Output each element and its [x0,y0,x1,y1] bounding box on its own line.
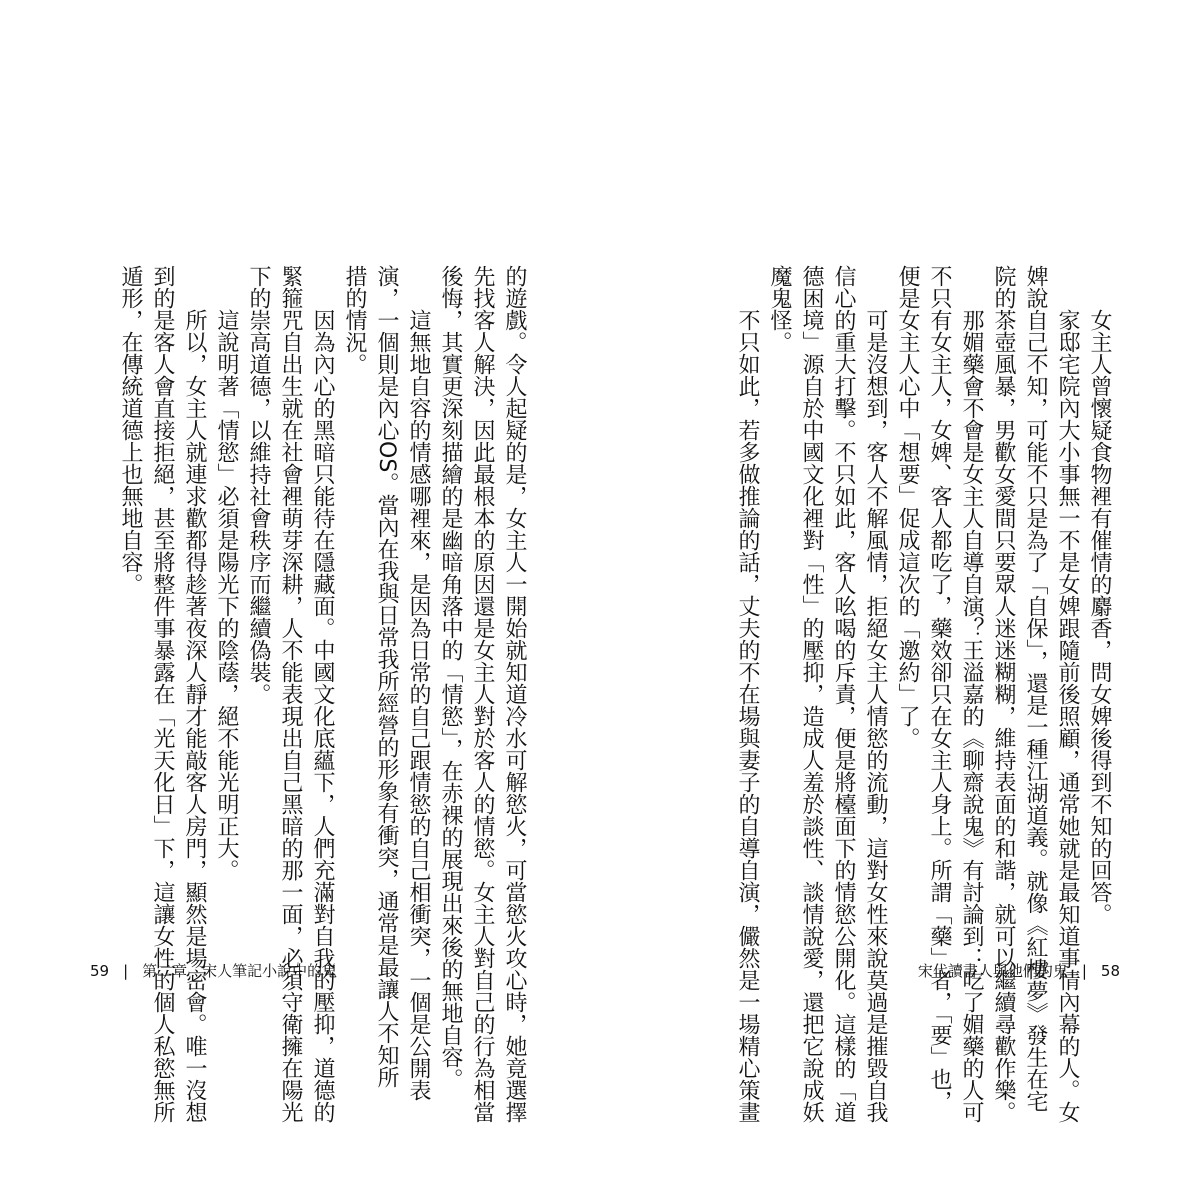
text-column: 這說明著「情慾」必須是陽光下的陰蔭，絕不能光明正大。 [214,309,239,881]
text-column: 措的情況。 [342,265,367,375]
page-number: 58 [1100,962,1120,980]
text-column: 因為內心的黑暗只能待在隱藏面。中國文化底蘊下，人們充滿對自我的壓抑，道德的 [310,309,335,1123]
text-column: 這無地自容的情感哪裡來，是因為日常的自己跟情慾的自己相衝突，一個是公開表 [406,309,431,1101]
text-column: 那媚藥會不會是女主人自導自演？王溢嘉的《聊齋說鬼》有討論到：吃了媚藥的人可 [959,309,984,1123]
text-column: 不只如此，若多做推論的話，丈夫的不在場與妻子的自導自演，儼然是一場精心策畫 [735,309,760,1123]
right-page-footer [918,961,1120,981]
footer-separator: | [1081,962,1087,980]
text-column: 的遊戲。令人起疑的是，女主人一開始就知道冷水可解慾火，可當慾火攻心時，她竟選擇 [502,265,527,1123]
text-column: 德困境」源自於中國文化裡對「性」的壓抑，造成人羞於談性、談情說愛，還把它說成妖 [799,265,824,1123]
text-column: 女主人曾懷疑食物裡有催情的麝香，問女婢後得到不知的回答。 [1087,309,1112,925]
running-title: 第二章 宋人筆記小說中的鬼 [142,962,338,980]
text-column: 信心的重大打擊。不只如此，客人吆喝的斥責，便是將檯面下的情慾公開化。這樣的「道 [831,265,856,1123]
text-column: 院的茶壺風暴，男歡女愛間只要眾人迷迷糊糊，維持表面的和諧，就可以繼續尋歡作樂。 [991,265,1016,1123]
text-column: 演，一個則是內心OS。當內在我與日常我所經營的形象有衝突，通常是最讓人不知所 [374,265,399,1089]
text-column: 下的崇高道德，以維持社會秩序而繼續偽裝。 [246,265,271,705]
text-column: 便是女主人心中「想要」促成這次的「邀約」了。 [895,265,920,749]
footer-separator: | [123,962,129,980]
text-column: 魔鬼怪。 [767,265,792,353]
text-column: 婢說自己不知，可能不只是為了「自保」，還是一種江湖道義。就像《紅樓夢》發生在宅 [1023,265,1048,1112]
left-page-footer [90,961,337,981]
text-column: 可是沒想到，客人不解風情，拒絕女主人情慾的流動，這對女性來說莫過是摧毀自我 [863,309,888,1123]
page-number: 59 [90,962,110,980]
text-column: 遁形，在傳統道德上也無地自容。 [118,265,143,595]
text-column: 所以，女主人就連求歡都得趁著夜深人靜才能敲客人房門，顯然是場密會。唯一沒想 [182,309,207,1123]
right-page [640,0,1140,1200]
running-title: 宋代讀書人與他們的鬼 [917,962,1068,980]
text-column: 到的是客人會直接拒絕，甚至將整件事暴露在「光天化日」下，這讓女性的個人私慾無所 [150,265,175,1123]
left-page [60,0,560,1200]
text-column: 後悔，其實更深刻描繪的是幽暗角落中的「情慾」，在赤裸的展現出來後的無地自容。 [438,265,463,1090]
text-column: 先找客人解決，因此最根本的原因還是女主人對於客人的情慾。女主人對自己的行為相當 [470,265,495,1123]
text-column: 家邸宅院內大小事無一不是女婢跟隨前後照顧，通常她就是最知道事情內幕的人。女 [1055,309,1080,1123]
text-column: 不只有女主人，女婢、客人都吃了，藥效卻只在女主人身上。所謂「藥」者，「要」也， [927,265,952,1112]
text-column: 緊箍咒自出生就在社會裡萌芽深耕，人不能表現出自己黑暗的那一面，必須守衛擁在陽光 [278,265,303,1123]
